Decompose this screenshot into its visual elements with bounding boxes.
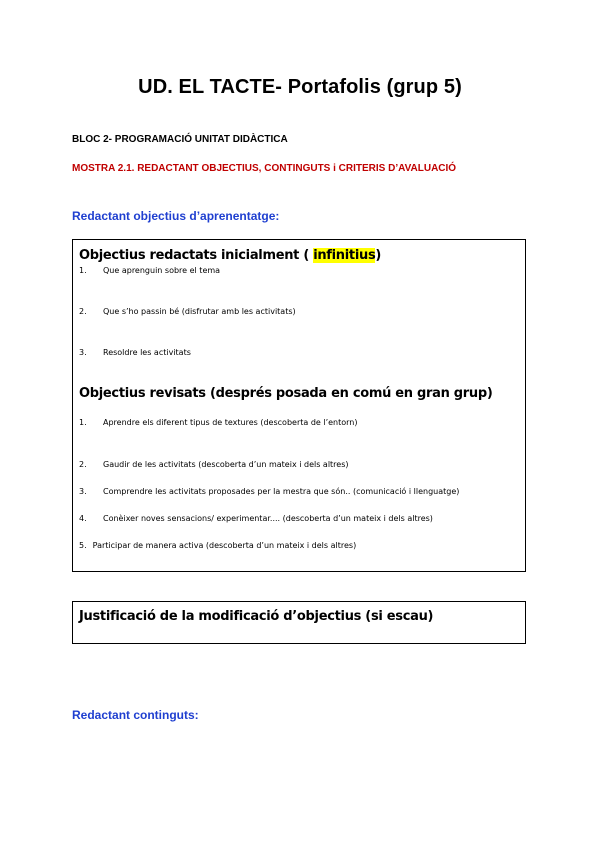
mostra-heading: MOSTRA 2.1. REDACTANT OBJECTIUS, CONTINGUTS i CRITERIS D’AVALUACIÓ xyxy=(72,163,457,174)
revised-objective-item: 4. Conèixer noves sensacions/ experimentar.... (descoberta d’un mateix i dels altres) xyxy=(79,514,433,523)
section-objectius-heading: Redactant objectius d’aprenentatge: xyxy=(72,209,280,223)
revised-objective-item: 1. Aprendre els diferent tipus de textures (descoberta de l’entorn) xyxy=(79,418,358,427)
section-continguts-heading: Redactant continguts: xyxy=(72,708,199,722)
initial-objective-item: 1. Que aprenguin sobre el tema xyxy=(79,266,221,275)
page-title: UD. EL TACTE- Portafolis (grup 5) xyxy=(138,76,462,98)
bloc-heading: BLOC 2- PROGRAMACIÓ UNITAT DIDÀCTICA xyxy=(72,134,288,145)
initial-objectives-heading: Objectius redactats inicialment ( infinitius) xyxy=(79,248,382,263)
revised-objectives-heading: Objectius revisats (després posada en comú en gran grup) xyxy=(79,386,493,401)
revised-objective-item: 5. Participar de manera activa (descoberta d’un mateix i dels altres) xyxy=(79,541,357,550)
initial-objective-item: 2. Que s’ho passin bé (disfrutar amb les activitats) xyxy=(79,307,296,316)
revised-objective-item: 2. Gaudir de les activitats (descoberta d’un mateix i dels altres) xyxy=(79,460,349,469)
infinitius-highlight: infinitius xyxy=(313,248,376,263)
initial-objective-item: 3. Resoldre les activitats xyxy=(79,348,191,357)
revised-objective-item: 3. Comprendre les activitats proposades per la mestra que són.. (comunicació i llenguatge) xyxy=(79,487,460,496)
justificacio-box xyxy=(72,601,526,644)
justificacio-heading: Justificació de la modificació d’objectius (si escau) xyxy=(79,609,434,624)
objectius-box xyxy=(72,239,526,572)
